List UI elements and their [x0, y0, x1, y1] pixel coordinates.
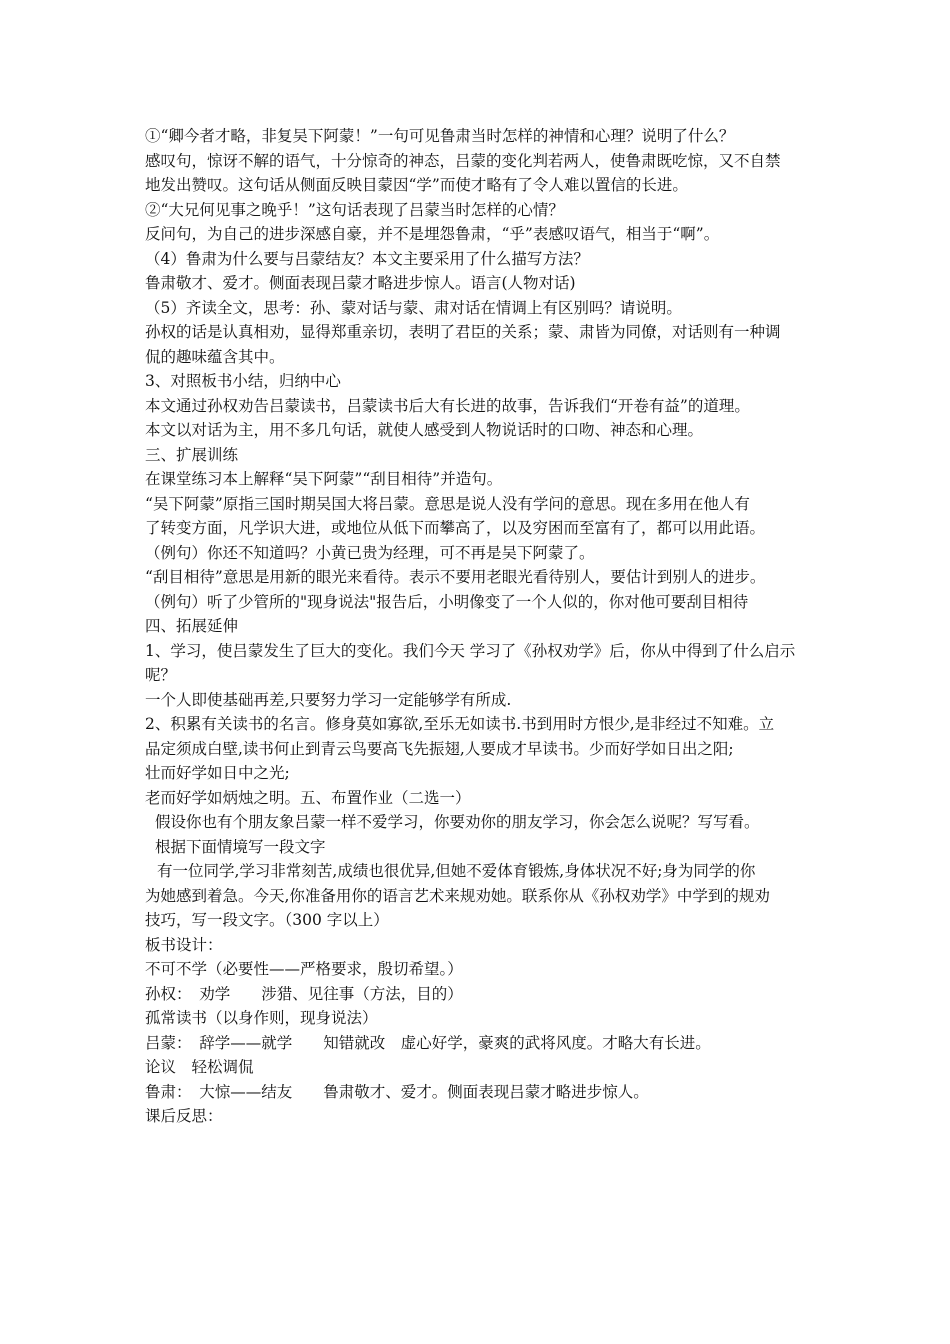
text-line: “吴下阿蒙”原指三国时期吴国大将吕蒙。意思是说人没有学问的意思。现在多用在他人有 — [145, 494, 750, 513]
text-line: 壮而好学如日中之光; — [145, 764, 290, 782]
text-line: 呢？ — [145, 666, 177, 684]
section-heading: 课后反思： — [145, 1107, 223, 1125]
text-line: ①“卿今者才略，非复吴下阿蒙！”一句可见鲁肃当时怎样的神情和心理？说明了什么？ — [145, 127, 735, 145]
text-line: 一个人即使基础再差,只要努力学习一定能够学有所成. — [145, 690, 512, 709]
document-body — [145, 124, 813, 1129]
text-line: 为她感到着急。今天,你准备用你的语言艺术来规劝她。联系你从《孙权劝学》中学到的规劝 — [145, 886, 770, 905]
text-line: 在课堂练习本上解释“吴下阿蒙”“刮目相待”并造句。 — [145, 470, 503, 488]
text-line: （5）齐读全文，思考：孙、蒙对话与蒙、肃对话在情调上有区别吗？请说明。 — [145, 298, 682, 317]
board-line: 鲁肃： 大惊——结友 鲁肃敬才、爱才。侧面表现吕蒙才略进步惊人。 — [145, 1082, 649, 1101]
text-line: 假设你也有个朋友象吕蒙一样不爱学习，你要劝你的朋友学习，你会怎么说呢？写写看。 — [155, 813, 760, 831]
section-heading: 3、对照板书小结，归纳中心 — [145, 372, 341, 390]
text-line: 本文以对话为主，用不多几句话，就使人感受到人物说话时的口吻、神态和心理。 — [145, 421, 704, 439]
text-line: 鲁肃敬才、爱才。侧面表现吕蒙才略进步惊人。语言(人物对话) — [145, 274, 576, 292]
text-line: 反问句，为自己的进步深感自豪，并不是埋怨鲁肃，“乎”表感叹语气，相当于“啊”。 — [145, 225, 720, 243]
text-line: “刮目相待”意思是用新的眼光来看待。表示不要用老眼光看待别人，要估计到别人的进步。 — [145, 568, 766, 586]
text-line: 地发出赞叹。这句话从侧面反映目蒙因“学”而使才略有了令人难以置信的长进。 — [145, 176, 688, 194]
text-line: 2、积累有关读书的名言。修身莫如寡欲,至乐无如读书.书到用时方恨少,是非经过不知难。立 — [145, 715, 775, 733]
text-line: （4）鲁肃为什么要与吕蒙结友？本文主要采用了什么描写方法？ — [145, 249, 589, 268]
text-line: ②“大兄何见事之晚乎！”这句话表现了吕蒙当时怎样的心情？ — [145, 200, 564, 219]
board-line: 孙权： 劝学 涉猎、见往事（方法，目的） — [145, 984, 463, 1003]
text-line: （例句）听了少管所的"现身说法"报告后，小明像变了一个人似的，你对他可要刮目相待 — [145, 592, 749, 611]
board-line: 不可不学（必要性——严格要求，殷切希望。） — [145, 960, 463, 978]
text-line: 技巧，写一段文字。（300 字以上） — [145, 911, 389, 929]
board-line: 论议 轻松调侃 — [145, 1058, 254, 1076]
text-line: 有一位同学,学习非常刻苦,成绩也很优异,但她不爱体育锻炼,身体状况不好;身为同学的你 — [157, 862, 756, 880]
section-heading: 四、拓展延伸 — [145, 617, 239, 635]
text-line: 孙权的话是认真相劝，显得郑重亲切，表明了君臣的关系；蒙、肃皆为同僚，对话则有一种调 — [145, 323, 781, 341]
text-line: 老而好学如炳烛之明。五、布置作业（二选一） — [145, 788, 471, 807]
text-line: 根据下面情境写一段文字 — [155, 837, 326, 856]
board-line: 孤常读书（以身作则，现身说法） — [145, 1009, 378, 1027]
section-heading: 三、扩展训练 — [145, 445, 239, 464]
text-line: 1、学习，使吕蒙发生了巨大的变化。我们今天 学习了《孙权劝学》后，你从中得到了什么启示 — [145, 641, 796, 660]
text-line: （例句）你还不知道吗？小黄已贵为经理，可不再是吴下阿蒙了。 — [145, 543, 595, 562]
text-line: 侃的趣味蕴含其中。 — [145, 347, 285, 366]
text-line: 了转变方面，凡学识大进，或地位从低下而攀高了，以及穷困而至富有了，都可以用此语。 — [145, 519, 766, 537]
text-line: 本文通过孙权劝告吕蒙读书，吕蒙读书后大有长进的故事，告诉我们“开卷有益”的道理。 — [145, 396, 750, 415]
board-line: 吕蒙： 辞学——就学 知错就改 虚心好学，豪爽的武将风度。才略大有长进。 — [145, 1033, 711, 1052]
text-line: 感叹句，惊讶不解的语气，十分惊奇的神态，吕蒙的变化判若两人，使鲁肃既吃惊，又不自禁 — [145, 151, 781, 170]
text-line: 品定须成白壁,读书何止到青云鸟要高飞先振翅,人要成才早读书。少而好学如日出之阳; — [145, 739, 734, 758]
section-heading: 板书设计： — [145, 935, 223, 954]
